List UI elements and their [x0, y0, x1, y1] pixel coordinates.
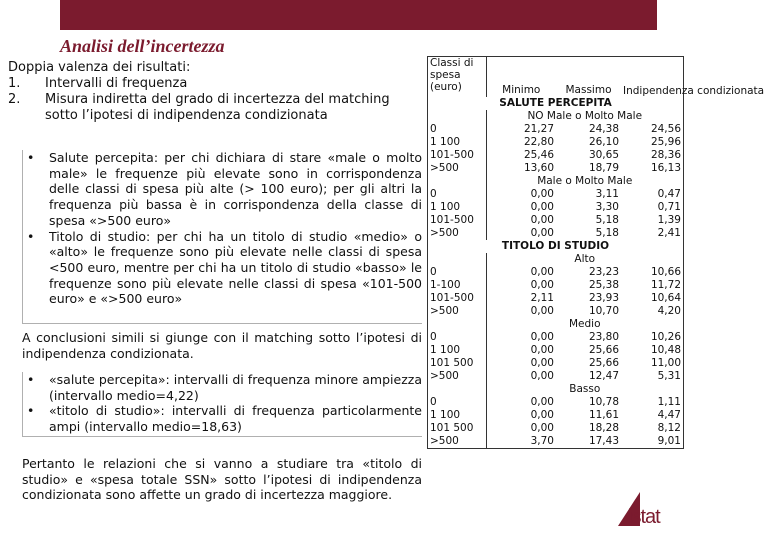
cell-classe: 0 [428, 123, 486, 136]
cell-massimo: 10,70 [588, 305, 619, 317]
cell-minimo: 0,00 [530, 331, 554, 343]
cell-classe: 101-500 [428, 292, 486, 305]
cell-massimo: 17,43 [588, 435, 619, 447]
bullet-icon: • [27, 403, 35, 418]
cell-classe: 101-500 [428, 149, 486, 162]
cell-massimo: 3,11 [595, 188, 619, 200]
cell-indipendenza: 24,56 [650, 123, 681, 135]
cell-classe: >500 [428, 227, 486, 240]
cell-classe: 0 [428, 188, 486, 201]
cell-minimo: 0,00 [530, 305, 554, 317]
cell-minimo: 25,46 [523, 149, 554, 161]
cell-minimo: 0,00 [530, 188, 554, 200]
intro-block [8, 60, 422, 124]
cell-indipendenza: 10,64 [650, 292, 681, 304]
cell-classe: 0 [428, 331, 486, 344]
cell-minimo: 0,00 [530, 422, 554, 434]
cell-classe: 101-500 [428, 214, 486, 227]
cell-classe: 1 100 [428, 136, 486, 149]
table-row [428, 357, 683, 370]
finding-salute [23, 150, 422, 229]
cell-minimo: 3,70 [530, 435, 554, 447]
cell-classe: 101 500 [428, 357, 486, 370]
cell-indipendenza: 10,48 [650, 344, 681, 356]
table-row [428, 201, 683, 214]
cell-classe: 0 [428, 266, 486, 279]
table-row [428, 214, 683, 227]
final-text: Pertanto le relazioni che si vanno a studiare tra «titolo di studio» e «spesa totale SSN» sotto l’ipotesi di indipendenza condizionata sono affette un grado di incertezza maggiore. [22, 456, 422, 502]
cell-massimo: 23,93 [588, 292, 619, 304]
cell-minimo: 21,27 [523, 123, 554, 135]
numbered-item [8, 76, 422, 92]
cell-indipendenza: 10,66 [650, 266, 681, 278]
cell-massimo: 5,18 [595, 214, 619, 226]
cell-classe: >500 [428, 162, 486, 175]
table-row [428, 396, 683, 409]
cell-massimo: 25,66 [588, 357, 619, 369]
group-label: NO Male o Molto Male [527, 110, 643, 122]
header-massimo: Massimo [565, 84, 612, 96]
table-row [428, 149, 683, 162]
cell-massimo: 5,18 [595, 227, 619, 239]
finding-lead: Titolo di studio [49, 228, 146, 244]
table-row [428, 188, 683, 201]
cell-massimo: 11,61 [588, 409, 619, 421]
cell-classe: 1 100 [428, 344, 486, 357]
table-row [428, 344, 683, 357]
cell-indipendenza: 11,00 [650, 357, 681, 369]
cell-indipendenza: 2,41 [657, 227, 681, 239]
cell-indipendenza: 1,39 [657, 214, 681, 226]
frequency-table [427, 56, 764, 449]
conclusion-text: A conclusioni simili si giunge con il matching sotto l’ipotesi di indipendenza condizionata. [22, 330, 422, 361]
cell-classe: >500 [428, 435, 486, 448]
cell-massimo: 12,47 [588, 370, 619, 382]
finding-text: : per chi ha un titolo di studio «medio» o «alto» le frequenze sono più elevate nelle classi di spesa <500 euro, mentre per chi ha un titolo di studio «basso» le frequenze sono più elevate nelle classi di spesa «101-500 euro» e «>500 euro» [49, 228, 422, 307]
group-spacer [428, 110, 486, 123]
cell-minimo: 0,00 [530, 214, 554, 226]
istat-logo [618, 492, 698, 530]
intro-text: Doppia valenza dei risultati: [8, 60, 191, 75]
cell-minimo: 22,80 [523, 136, 554, 148]
bullet-icon: • [27, 372, 35, 387]
table-row [428, 422, 683, 435]
cell-indipendenza: 0,71 [657, 201, 681, 213]
cell-massimo: 25,38 [588, 279, 619, 291]
item-number: 2. [8, 92, 21, 107]
cell-massimo: 18,28 [588, 422, 619, 434]
cell-minimo: 0,00 [530, 357, 554, 369]
group-spacer [428, 253, 486, 266]
cell-massimo: 23,80 [588, 331, 619, 343]
cell-indipendenza: 25,96 [650, 136, 681, 148]
item-number: 1. [8, 76, 21, 91]
group-spacer [428, 383, 486, 396]
cell-minimo: 0,00 [530, 266, 554, 278]
findings-box [22, 150, 422, 324]
top-banner [60, 0, 657, 30]
header-indipendenza: Indipendenza condizionata [623, 85, 764, 97]
cell-indipendenza: 1,11 [657, 396, 681, 408]
cell-classe: 1 100 [428, 201, 486, 214]
numbered-item [8, 92, 422, 124]
table-row [428, 292, 683, 305]
cell-minimo: 0,00 [530, 201, 554, 213]
group-spacer [428, 175, 486, 188]
cell-indipendenza: 11,72 [650, 279, 681, 291]
group-spacer [428, 318, 486, 331]
table-row [428, 227, 683, 240]
group-label: Alto [574, 253, 596, 265]
table-row [428, 435, 683, 448]
cell-indipendenza: 9,01 [657, 435, 681, 447]
table-row [428, 409, 683, 422]
table-row [428, 370, 683, 383]
table-row [428, 331, 683, 344]
cell-indipendenza: 16,13 [650, 162, 681, 174]
item-text: Intervalli di frequenza [45, 76, 188, 91]
cell-minimo: 0,00 [530, 279, 554, 291]
cell-massimo: 30,65 [588, 149, 619, 161]
cell-classe: 1 100 [428, 409, 486, 422]
cell-massimo: 3,30 [595, 201, 619, 213]
cell-minimo: 0,00 [530, 344, 554, 356]
cell-massimo: 18,79 [588, 162, 619, 174]
cell-indipendenza: 28,36 [650, 149, 681, 161]
table-row [428, 266, 683, 279]
cell-minimo: 0,00 [530, 370, 554, 382]
group-row [428, 253, 683, 266]
table-row [428, 279, 683, 292]
cell-minimo: 0,00 [530, 396, 554, 408]
cell-classe: 1-100 [428, 279, 486, 292]
cell-indipendenza: 4,47 [657, 409, 681, 421]
section-title: SALUTE PERCEPITA [499, 97, 612, 109]
header-minimo: Minimo [502, 84, 541, 96]
cell-minimo: 13,60 [523, 162, 554, 174]
header-classi: Classi di spesa (euro) [428, 57, 486, 97]
table-row [428, 162, 683, 175]
group-row [428, 383, 683, 396]
cell-indipendenza: 8,12 [657, 422, 681, 434]
cell-classe: >500 [428, 370, 486, 383]
finding-titolo [23, 229, 422, 308]
group-row [428, 175, 683, 188]
cell-classe: >500 [428, 305, 486, 318]
cell-massimo: 23,23 [588, 266, 619, 278]
table-row [428, 305, 683, 318]
table-row [428, 136, 683, 149]
cell-indipendenza: 10,26 [650, 331, 681, 343]
interval-box [22, 372, 422, 437]
cell-indipendenza: 0,47 [657, 188, 681, 200]
cell-massimo: 24,38 [588, 123, 619, 135]
logo-text: istat [628, 506, 660, 528]
frequency-table-grid [428, 57, 764, 448]
group-label: Medio [568, 318, 601, 330]
cell-minimo: 2,11 [530, 292, 554, 304]
table-row [428, 123, 683, 136]
group-label: Male o Molto Male [537, 175, 633, 187]
cell-indipendenza: 4,20 [657, 305, 681, 317]
interval-titolo [23, 403, 422, 434]
cell-minimo: 0,00 [530, 227, 554, 239]
cell-minimo: 0,00 [530, 409, 554, 421]
cell-classe: 101 500 [428, 422, 486, 435]
item-text: Misura indiretta del grado di incertezza del matching sotto l’ipotesi di indipendenza condizionata [45, 92, 390, 123]
slide-title: Analisi dell’incertezza [60, 36, 225, 56]
group-row [428, 110, 683, 123]
bullet-icon: • [27, 228, 35, 244]
finding-lead: Salute percepita [49, 150, 154, 165]
cell-classe: 0 [428, 396, 486, 409]
section-title: TITOLO DI STUDIO [501, 240, 610, 252]
cell-indipendenza: 5,31 [657, 370, 681, 382]
section-row [428, 97, 683, 110]
finding-text: : per chi dichiara di stare «male o molto male» le frequenze più elevate sono in corrispondenza delle classi di spesa più alte (> 100 euro); per gli altri la frequenza più bassa è in corrispondenza della classe di spesa «>500 euro» [49, 150, 423, 228]
cell-massimo: 25,66 [588, 344, 619, 356]
group-label: Basso [569, 383, 601, 395]
bullet-icon: • [27, 150, 35, 165]
table-header [428, 57, 683, 97]
interval-salute [23, 372, 422, 403]
interval-text: «salute percepita»: intervalli di frequenza minore ampiezza (intervallo medio=4,22) [49, 372, 422, 403]
cell-massimo: 26,10 [588, 136, 619, 148]
group-row [428, 318, 683, 331]
section-row [428, 240, 683, 253]
cell-massimo: 10,78 [588, 396, 619, 408]
interval-text: «titolo di studio»: intervalli di frequenza particolarmente ampi (intervallo medio=18,63) [49, 403, 422, 434]
